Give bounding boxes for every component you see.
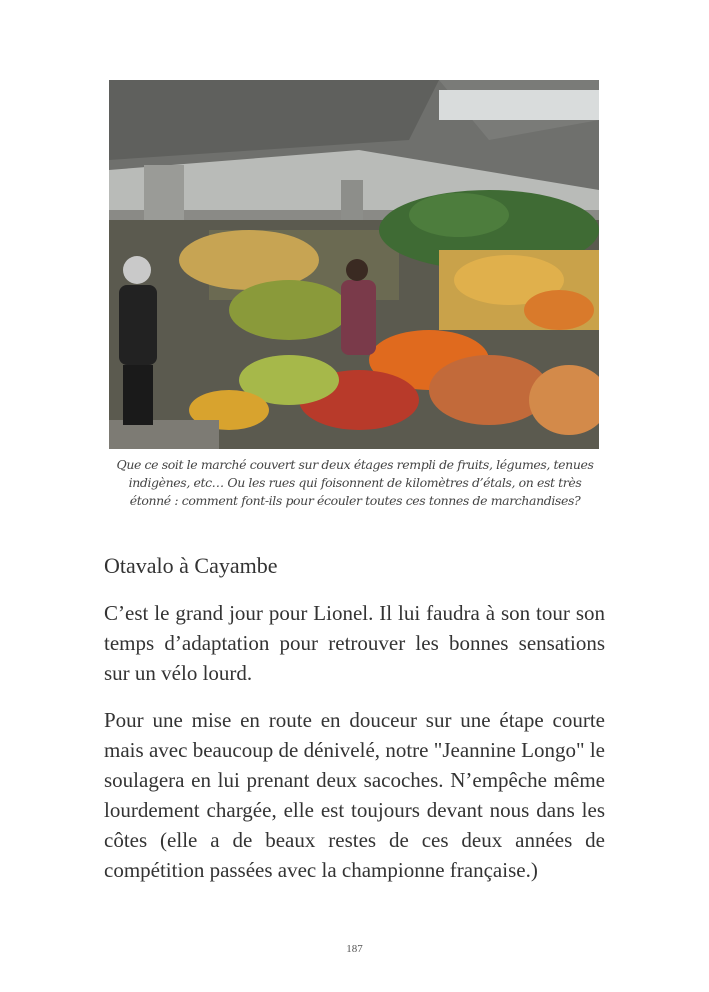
- paragraph-2: Pour une mise en route en douceur sur une étape courte mais avec beaucoup de dénivelé, notre "Jeannine Longo" le soulagera en lui prenant deux sacoches. N’empêche même lourdement chargée, elle est toujours devant nous dans les côtes (elle a de beaux restes de ces deux années de compétition passées avec la championne française.): [104, 708, 605, 882]
- paragraph-1: C’est le grand jour pour Lionel. Il lui faudra à son tour son temps d’adaptation pour retrouver les bonnes sensations sur un vélo lourd.: [104, 601, 605, 685]
- market-photo-illustration: [109, 80, 599, 449]
- section-title: Otavalo à Cayambe: [104, 553, 278, 578]
- page-number: 187: [346, 943, 363, 955]
- market-photo: [109, 80, 599, 449]
- photo-caption: Que ce soit le marché couvert sur deux étages rempli de fruits, légumes, tenues indigènes, etc… Ou les rues qui foisonnent de kilomètres d’étals, on est très étonné : comment font-ils pour écouler toutes ces tonnes de marchandises?: [116, 457, 594, 508]
